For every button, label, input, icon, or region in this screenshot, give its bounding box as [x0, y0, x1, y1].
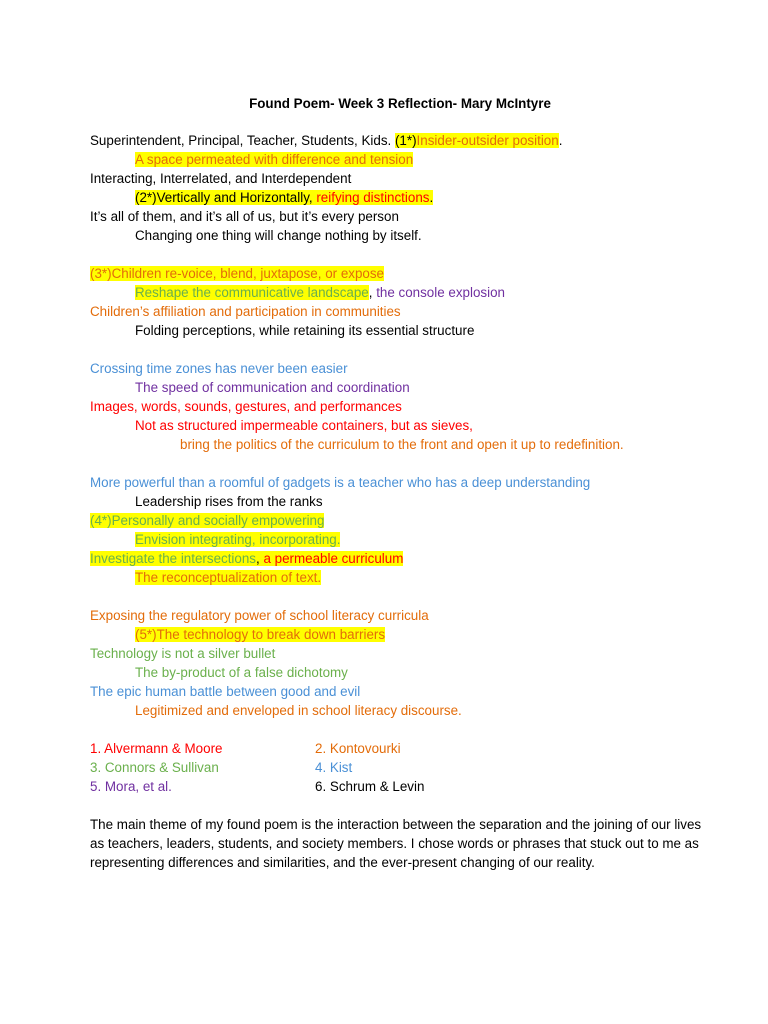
poem-line: The epic human battle between good and evil [90, 684, 361, 699]
poem-line [90, 283, 710, 302]
stanza-gap [90, 587, 710, 606]
poem-line: Crossing time zones has never been easier [90, 361, 348, 376]
poem-line: Exposing the regulatory power of school literacy curricula [90, 608, 429, 623]
highlighted-phrase: Insider-outsider position [416, 133, 559, 148]
poem-line [90, 549, 710, 568]
poem-line [90, 131, 710, 150]
highlighted-phrase: A space permeated with difference and tension [135, 152, 414, 167]
poem-line: Children’s affiliation and participation in communities [90, 304, 401, 319]
punctuation: , [368, 285, 377, 300]
poem-line [90, 625, 710, 644]
reference-item: 6. Schrum & Levin [315, 779, 425, 794]
poem-line: It’s all of them, and it’s all of us, but it’s every person [90, 209, 399, 224]
reference-list [90, 739, 710, 796]
highlighted-phrase: Investigate the intersections [90, 551, 256, 566]
page-title: Found Poem- Week 3 Reflection- Mary McIntyre [249, 96, 551, 111]
highlighted-phrase: a permeable curriculum [263, 551, 404, 566]
reference-item: 4. Kist [315, 760, 353, 775]
punctuation: . [558, 133, 563, 148]
highlighted-phrase: (5*)The technology to break down barriers [135, 627, 386, 642]
stanza-gap [90, 340, 710, 359]
highlighted-phrase: Reshape the communicative landscape [135, 285, 369, 300]
poem-line: Folding perceptions, while retaining its essential structure [135, 323, 475, 338]
poem-line: Not as structured impermeable containers, but as sieves, [135, 418, 473, 433]
poem-line [90, 150, 710, 169]
poem-line [90, 568, 710, 587]
reference-item: 2. Kontovourki [315, 741, 401, 756]
poem-line: Interacting, Interrelated, and Interdependent [90, 171, 352, 186]
poem-line [90, 530, 710, 549]
poem-line [90, 511, 710, 530]
poem-line: bring the politics of the curriculum to the front and open it up to redefinition. [180, 437, 624, 452]
reference-item: 3. Connors & Sullivan [90, 760, 219, 775]
reference-marker: (1*) [394, 133, 417, 148]
punctuation: . [429, 190, 434, 205]
highlighted-phrase: Envision integrating, incorporating. [135, 532, 341, 547]
highlighted-phrase: (3*)Children re-voice, blend, juxtapose, or expose [90, 266, 385, 281]
poem-line: Changing one thing will change nothing by itself. [135, 228, 422, 243]
poem-line: The by-product of a false dichotomy [135, 665, 348, 680]
poem-line: The speed of communication and coordination [135, 380, 410, 395]
stanza-gap [90, 245, 710, 264]
highlighted-phrase: The reconceptualization of text. [135, 570, 322, 585]
poem-line [90, 264, 710, 283]
reference-item: 5. Mora, et al. [90, 779, 172, 794]
reference-item: 1. Alvermann & Moore [90, 741, 223, 756]
stanza-gap [90, 796, 710, 815]
poem-line: Images, words, sounds, gestures, and performances [90, 399, 402, 414]
punctuation: , [256, 551, 264, 566]
conclusion-paragraph: The main theme of my found poem is the interaction between the separation and the joining of our lives as teachers, leaders, students, and society members. I chose words or phrases that stuck out to me as representing differences and similarities, and the ever-present changing of our reality. [90, 817, 702, 870]
poem-line: Legitimized and enveloped in school literacy discourse. [135, 703, 462, 718]
highlighted-phrase: (4*)Personally and socially empowering [90, 513, 325, 528]
poem-text: Superintendent, Principal, Teacher, Students, Kids. [90, 133, 395, 148]
poem-text: the console explosion [376, 285, 505, 300]
highlighted-phrase: (2*)Vertically and Horizontally, [135, 190, 317, 205]
stanza-gap [90, 454, 710, 473]
poem-line: Technology is not a silver bullet [90, 646, 276, 661]
document-page [90, 94, 710, 872]
highlighted-phrase: reifying distinctions [316, 190, 430, 205]
poem-line: More powerful than a roomful of gadgets is a teacher who has a deep understanding [90, 475, 591, 490]
stanza-gap [90, 720, 710, 739]
poem-line [90, 188, 710, 207]
poem-line: Leadership rises from the ranks [135, 494, 323, 509]
